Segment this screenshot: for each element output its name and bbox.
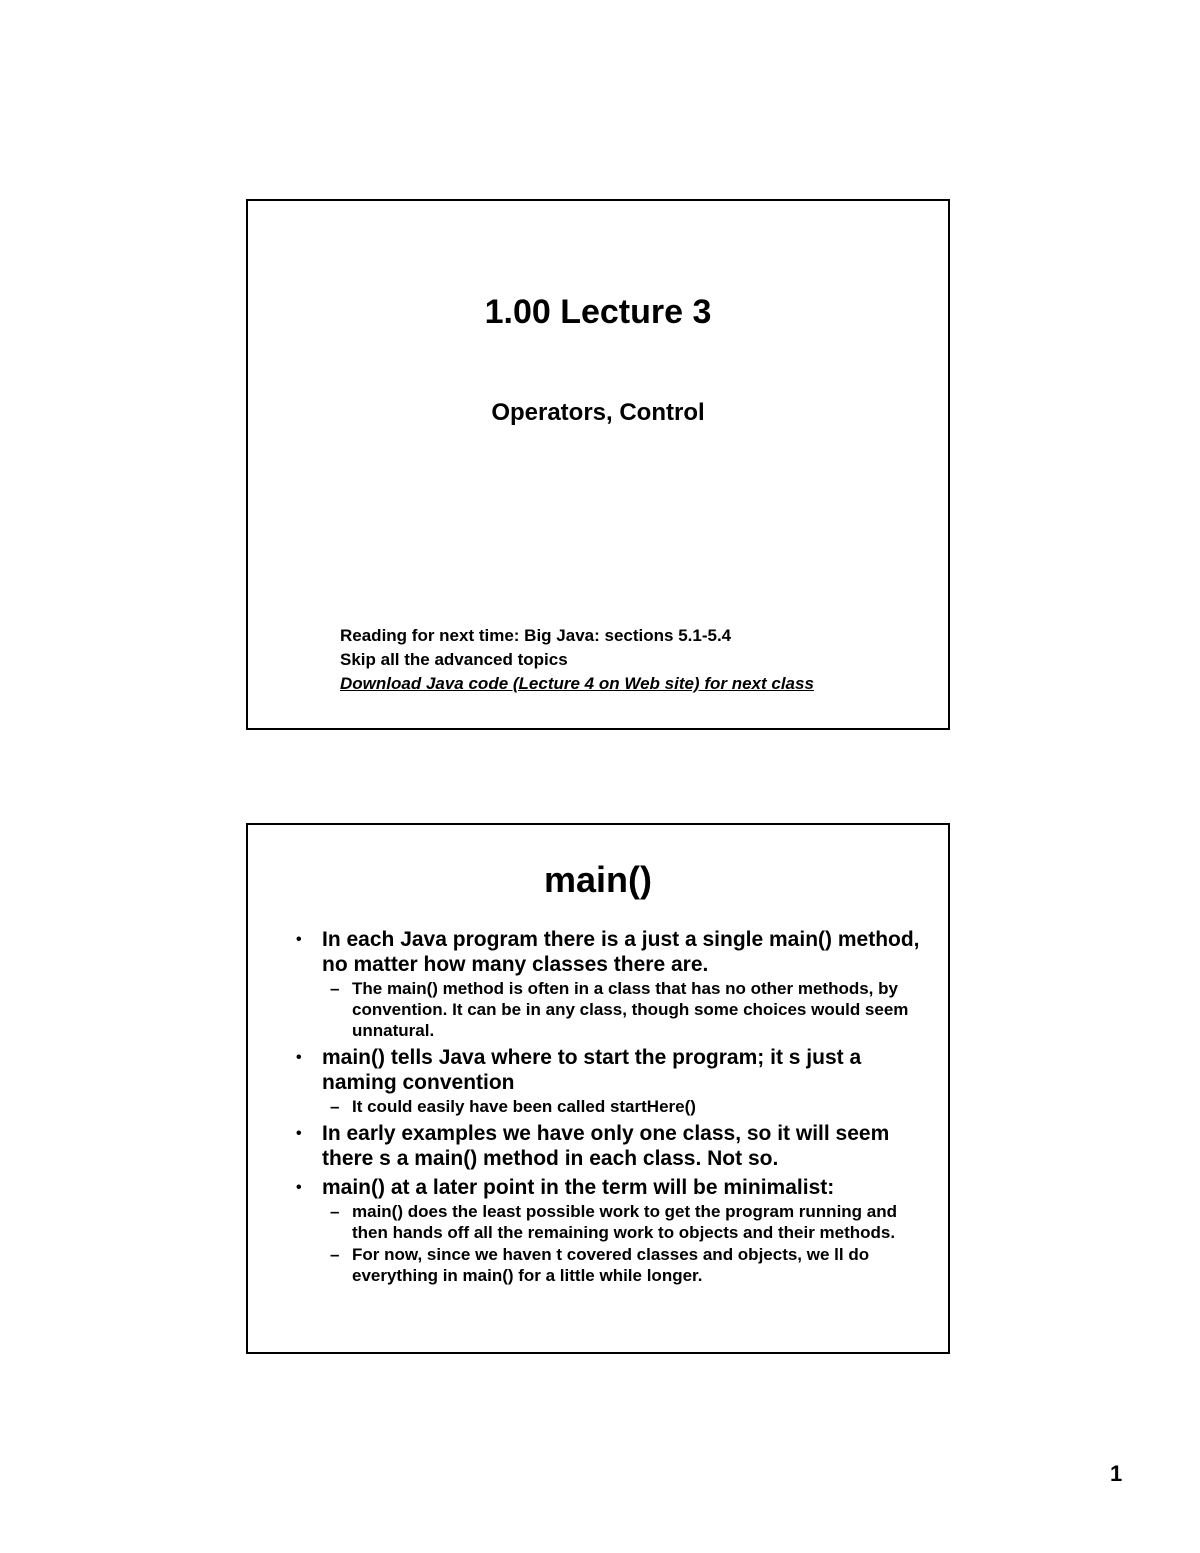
- bullet-list: [292, 923, 928, 1286]
- download-note: Download Java code (Lecture 4 on Web site) for next class: [340, 674, 814, 693]
- reading-note: Reading for next time: Big Java: sections 5.1-5.4: [340, 626, 732, 645]
- sub-bullet-item: – The main() method is often in a class that has no other methods, by convention. It can be in any class, though some choices would seem unnatural.: [330, 979, 909, 1040]
- bullet-dot-icon: •: [296, 1125, 302, 1142]
- bullet-item: • In each Java program there is a just a single main() method, no matter how many classes there are.: [296, 928, 920, 976]
- slide-2: [246, 823, 950, 1354]
- bullet-item: • main() at a later point in the term will be minimalist:: [296, 1176, 835, 1199]
- dash-icon: –: [330, 1097, 340, 1116]
- sub-bullet-item: – main() does the least possible work to get the program running and then hands off all the remaining work to objects and their methods.: [330, 1202, 898, 1242]
- dash-icon: –: [330, 979, 340, 998]
- bullet-item: • main() tells Java where to start the program; it s just a naming convention: [296, 1046, 862, 1094]
- reading-notes: [340, 624, 814, 696]
- bullet-dot-icon: •: [296, 931, 302, 948]
- sub-bullet-item: – It could easily have been called startHere(): [330, 1097, 696, 1116]
- bullet-dot-icon: •: [296, 1049, 302, 1066]
- slide-2-title: main(): [544, 859, 652, 900]
- sub-bullet-item: – For now, since we haven t covered classes and objects, we ll do everything in main() for a little while longer.: [330, 1245, 870, 1285]
- page-number: 1: [1110, 1461, 1123, 1486]
- dash-icon: –: [330, 1245, 340, 1264]
- slide-1-title: 1.00 Lecture 3: [484, 293, 712, 331]
- dash-icon: –: [330, 1202, 340, 1221]
- reading-note: Skip all the advanced topics: [340, 650, 568, 669]
- slide-1: [246, 199, 950, 730]
- slide-1-subtitle: Operators, Control: [491, 399, 705, 426]
- bullet-item: • In early examples we have only one class, so it will seem there s a main() method in each class. Not so.: [296, 1122, 890, 1170]
- bullet-dot-icon: •: [296, 1179, 302, 1196]
